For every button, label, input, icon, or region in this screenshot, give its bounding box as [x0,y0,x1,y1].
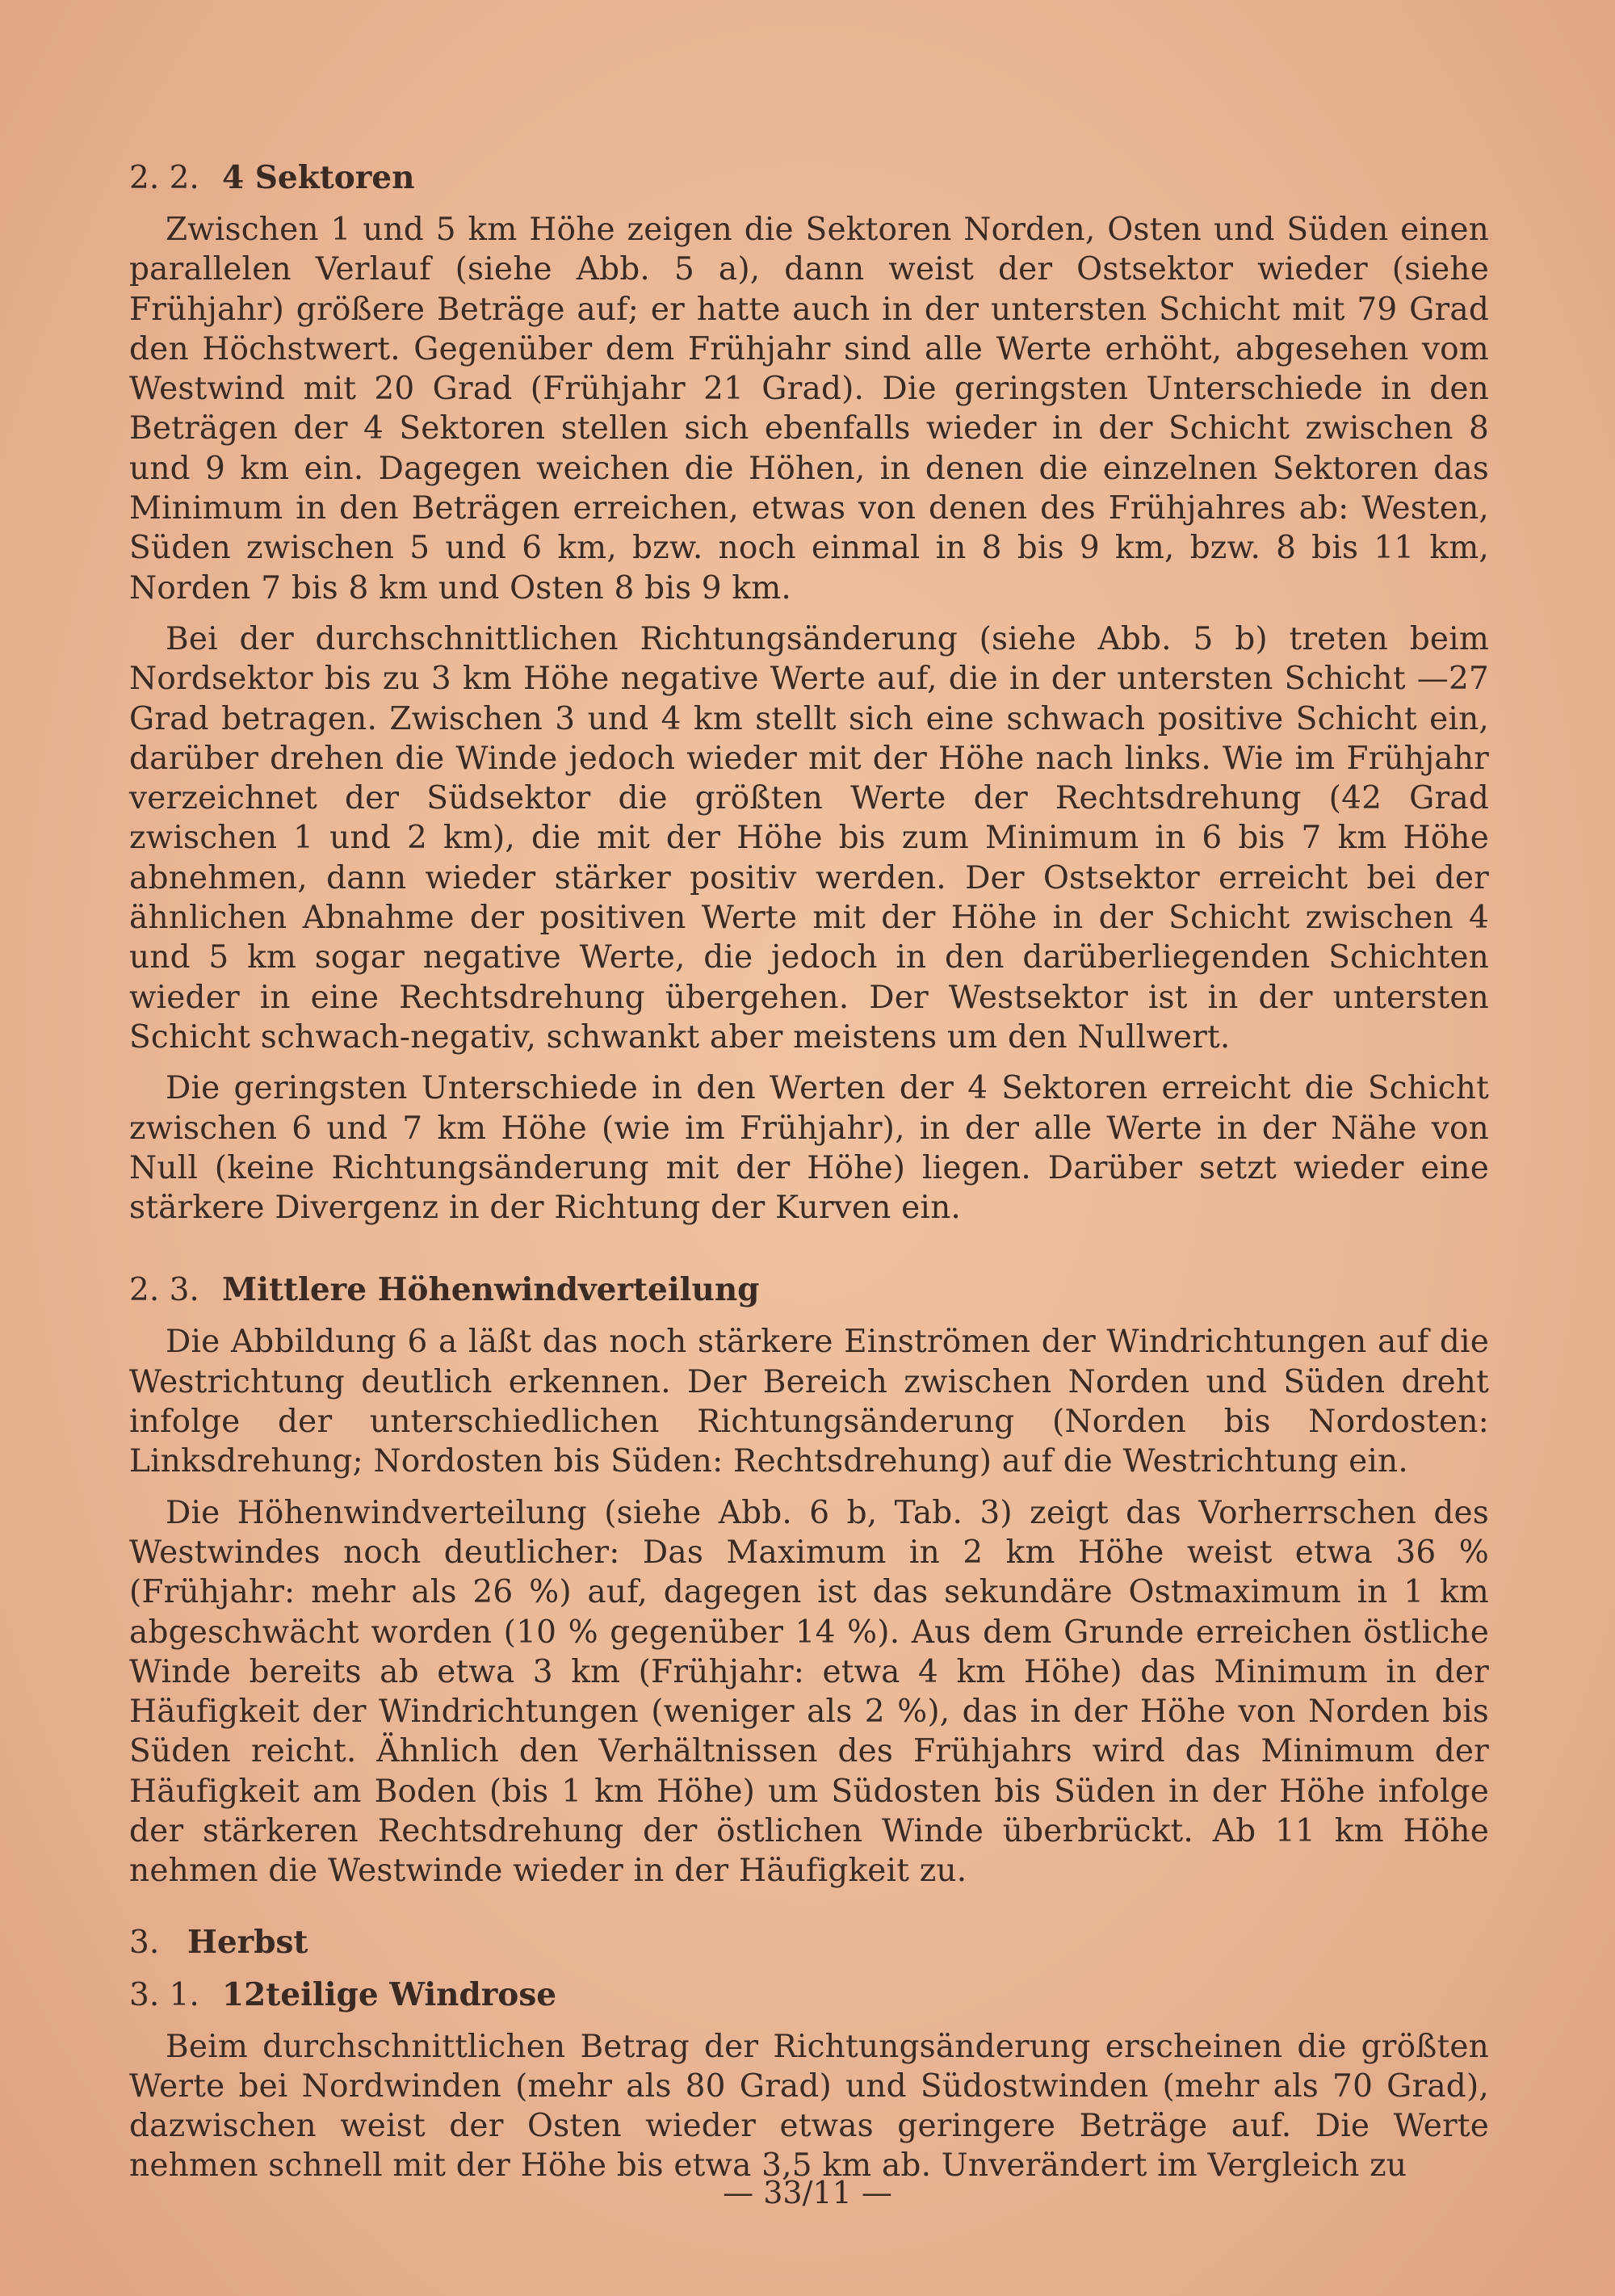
section-number: 2. 3. [129,1272,199,1309]
section-heading-3-1 [129,1975,1489,2016]
paragraph: Beim durchschnittlichen Betrag der Richtungsänderung erscheinen die größten Werte bei Nordwinden (mehr als 80 Grad) und Südostwinden (mehr als 70 Grad), dazwischen weist der Osten wieder etwas geringere Beträge auf. Die Werte nehmen schnell mit der Höhe bis etwa 3,5 km ab. Unverändert im Vergleich zu [129,2028,1489,2185]
section-heading-2-2 [129,157,1489,199]
paragraph: Bei der durchschnittlichen Richtungsänderung (siehe Abb. 5 b) treten beim Nordsektor bis zu 3 km Höhe negative Werte auf, die in der untersten Schicht —27 Grad betragen. Zwischen 3 und 4 km stellt sich eine schwach positive Schicht ein, darüber drehen die Winde jedoch wieder mit der Höhe nach links. Wie im Frühjahr verzeichnet der Südsektor die größten Werte der Rechtsdrehung (42 Grad zwischen 1 und 2 km), die mit der Höhe bis zum Minimum in 6 bis 7 km Höhe abnehmen, dann wieder stärker positiv werden. Der Ostsektor erreicht bei der ähnlichen Abnahme der positiven Werte mit der Höhe in der Schicht zwischen 4 und 5 km sogar negative Werte, die jedoch in den darüberliegenden Schichten wieder in eine Rechtsdrehung übergehen. Der Westsektor ist in der untersten Schicht schwach-negativ, schwankt aber meistens um den Nullwert. [129,620,1489,1056]
section-title: 12teilige Windrose [222,1975,557,2013]
section-title: Mittlere Höhenwindverteilung [222,1271,760,1309]
section-number: 3. [129,1924,160,1961]
section-number: 3. 1. [129,1976,199,2013]
section-heading-3 [129,1922,1489,1963]
page-number: — 33/11 — [723,2175,892,2210]
paragraph: Die Abbildung 6 a läßt das noch stärkere Einströmen der Windrichtungen auf die Westrichtung deutlich erkennen. Der Bereich zwischen Norden und Süden dreht infolge der unterschiedlichen Richtungsänderung (Norden bis Nordosten: Linksdrehung; Nordosten bis Süden: Rechtsdrehung) auf die Westrichtung ein. [129,1324,1489,1480]
section-heading-2-3 [129,1270,1489,1311]
section-title: 4 Sektoren [222,159,415,196]
paragraph: Die geringsten Unterschiede in den Werten der 4 Sektoren erreicht die Schicht zwischen 6 und 7 km Höhe (wie im Frühjahr), in der alle Werte in der Nähe von Null (keine Richtungsänderung mit der Höhe) liegen. Darüber setzt wieder eine stärkere Divergenz in der Richtung der Kurven ein. [129,1070,1489,1227]
section-number: 2. 2. [129,160,199,196]
paragraph: Zwischen 1 und 5 km Höhe zeigen die Sektoren Norden, Osten und Süden einen parallelen Verlauf (siehe Abb. 5 a), dann weist der Ostsektor wieder (siehe Frühjahr) größere Beträge auf; er hatte auch in der untersten Schicht mit 79 Grad den Höchstwert. Gegenüber dem Frühjahr sind alle Werte erhöht, abgesehen vom Westwind mit 20 Grad (Frühjahr 21 Grad). Die geringsten Unterschiede in den Beträgen der 4 Sektoren stellen sich ebenfalls wieder in der Schicht zwischen 8 und 9 km ein. Dagegen weichen die Höhen, in denen die einzelnen Sektoren das Minimum in den Beträgen erreichen, etwas von denen des Frühjahres ab: Westen, Süden zwischen 5 und 6 km, bzw. noch einmal in 8 bis 9 km, bzw. 8 bis 11 km, Norden 7 bis 8 km und Osten 8 bis 9 km. [129,212,1489,607]
document-page [129,157,1489,2197]
section-title: Herbst [187,1923,308,1961]
paragraph: Die Höhenwindverteilung (siehe Abb. 6 b, Tab. 3) zeigt das Vorherrschen des Westwindes noch deutlicher: Das Maximum in 2 km Höhe weist etwa 36 % (Frühjahr: mehr als 26 %) auf, dagegen ist das sekundäre Ostmaximum in 1 km abgeschwächt worden (10 % gegenüber 14 %). Aus dem Grunde erreichen östliche Winde bereits ab etwa 3 km (Frühjahr: etwa 4 km Höhe) das Minimum in der Häufigkeit der Windrichtungen (weniger als 2 %), das in der Höhe von Norden bis Süden reicht. Ähnlich den Verhältnissen des Frühjahrs wird das Minimum der Häufigkeit am Boden (bis 1 km Höhe) um Südosten bis Süden in der Höhe infolge der stärkeren Rechtsdrehung der östlichen Winde überbrückt. Ab 11 km Höhe nehmen die Westwinde wieder in der Häufigkeit zu. [129,1494,1489,1890]
